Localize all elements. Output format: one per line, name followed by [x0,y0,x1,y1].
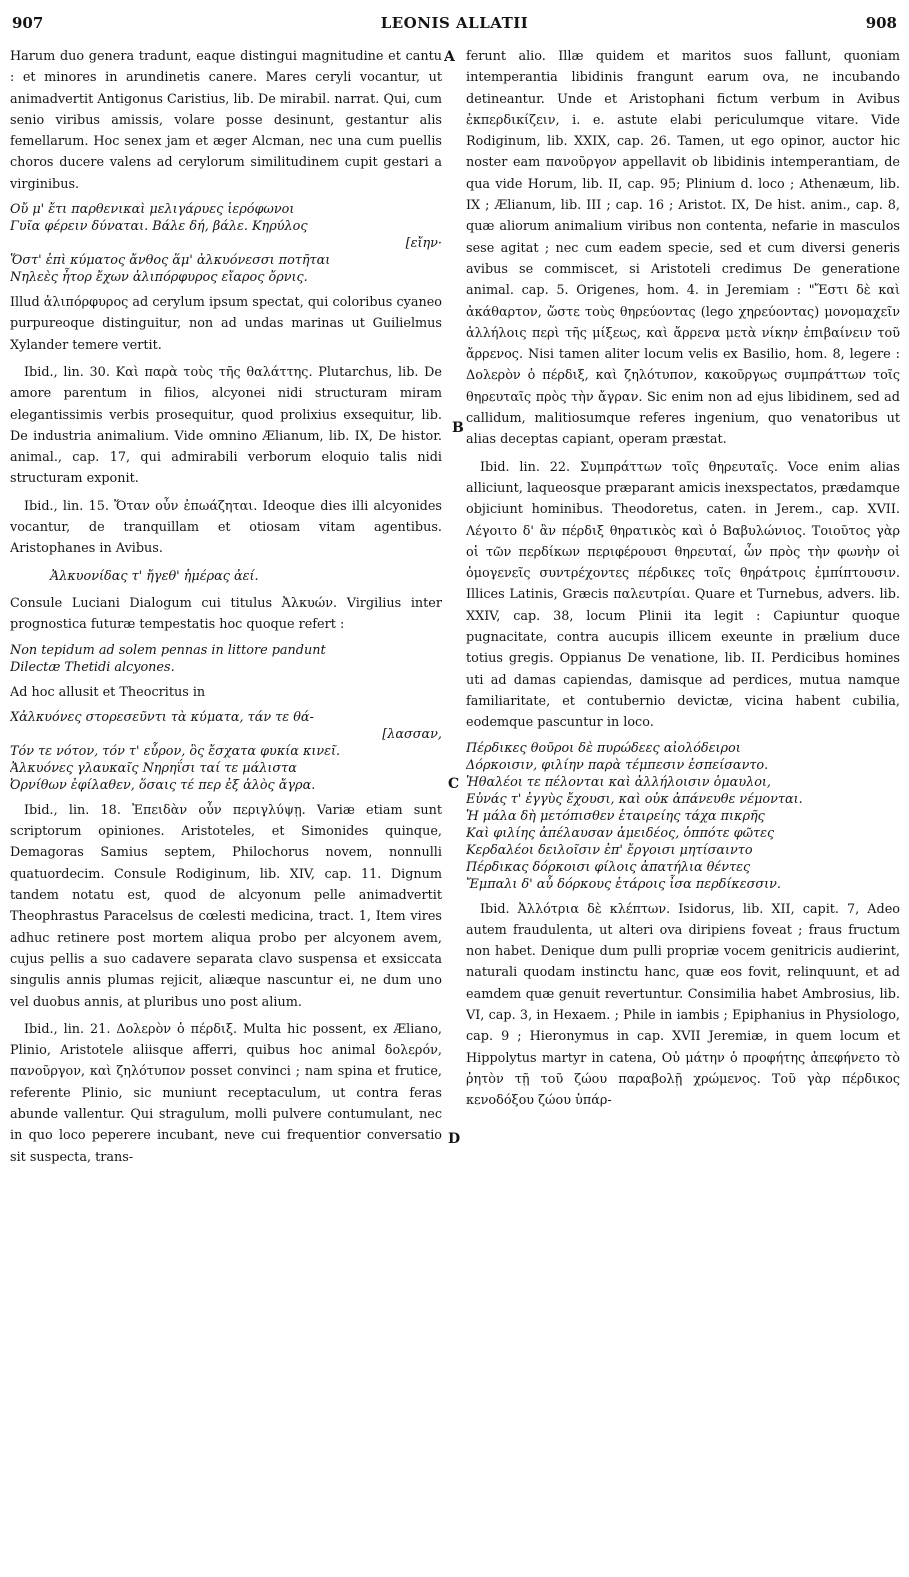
verse-line: Ἠθαλέοι τε πέλονται καὶ ἀλλήλοισιν ὁμαυλοι, [466,774,772,790]
verse-line: Ἔμπαλι δ' αὖ δόρκους ἑτάροις ἶσα περδίκεσσιν. [466,876,781,892]
verse-line: Ὅστ' ἐπὶ κύματος ἄνθος ἅμ' ἀλκυόνεσσι ποτῆται [10,253,331,269]
verse-line: Καὶ φιλίης ἀπέλαυσαν ἀμειδέος, ὁππότε φῶτες [466,825,775,841]
paragraph: Ibid., lin. 21. Δολερὸν ὁ πέρδιξ. Multa hic possent, ex Æliano, Plinio, Aristotele aliisque afferri, quibus hoc animal δολερόν, πανοῦργον, καὶ ζηλότυπον posset convinci ; nam spina et frutice, referente Plinio, sic muniunt receptaculum, ut contra feras abunde vallentur. Qui stragulum, molli pulvere contumulant, nec in quo loco peperere incubant, neve cui frequentior conversatio sit suspecta, trans- [10,1021,442,1165]
paragraph: Consule Luciani Dialogum cui titulus Ἀλκυών. Virgilius inter prognostica futuræ tempestatis hoc quoque refert : [10,595,442,633]
verse-line: Τόν τε νότον, τόν τ' εὖρον, ὃς ἔσχατα φυκία κινεῖ. [10,743,341,759]
paragraph: Harum duo genera tradunt, eaque distingui magnitudine et cantu : et minores in arundinetis canere. Mares ceryli vocantur, ut animadvertit Antigonus Caristius, lib. De mirabil. narrat. Qui, cum senio viribus amissis, volare posse desinunt, gestantur alis femellarum. Hoc senex jam et æger Alcman, nec una cum puellis choros ducere valens ad cerylorum similitudinem cupit gestari a virginibus. [10,49,442,192]
quotation: Ἀλκυονίδας τ' ἤγεθ' ἡμέρας ἀεί. [50,568,259,584]
verse-line: Εὐνάς τ' ἐγγὺς ἔχουσι, καὶ οὐκ ἀπάνευθε νέμονται. [466,791,803,807]
verse-line: Χἀλκυόνες στορεσεῦντι τὰ κύματα, τάν τε θά- [10,709,314,725]
greek-quotation [10,709,442,794]
paragraph: Ibid., lin. 18. Ἐπειδὰν οὖν περιγλύψῃ. Variæ etiam sunt scriptorum opiniones. Aristoteles, et Simonides quinque, Demagoras Samius septem, Philochorus novem, nonnulli quatuordecim. Consule Rodiginum, lib. XIV, cap. 11. Dignum tandem notatu est, quod de alcyonum pelle animadvertit Theophrastus Paracelsus de cœlesti medicina, tract. 1, Item vires adhuc retinere post mortem aliqua probo per alcyonem avem, cujus pellis a suo cadavere separata clavo suspensa et exsiccata singulis annis plumas rejicit, aliæque nascuntur ei, ne dum uno vel duobus annis, at pluribus uno post alium. [10,802,442,1010]
paragraph: Ibid., lin. 15. Ὅταν οὖν ἐπωάζηται. Ideoque dies illi alcyonides vocantur, de tranquillam et otiosam vitam agentibus. Aristophanes in Avibus. [10,498,442,557]
greek-quotation [10,201,442,286]
verse-line: Οὔ μ' ἔτι παρθενικαὶ μελιγάρυες ἱερόφωνοι [10,202,295,218]
verse-line: [εἴην· [405,236,442,252]
paragraph: ferunt alio. Illæ quidem et maritos suos fallunt, quoniam intemperantia libidinis frangunt earum ova, ne incubando detineantur. Unde et Aristophani fictum verbum in Avibus ἐκπερδικίζειν, i. e. astute elabi periculumque vitare. Vide Rodiginum, lib. XXIX, cap. 26. Tamen, ut ego opinor, auctor hic noster eam πανοῦργον appellavit ob libidinis intemperantiam, de qua vide Horum, lib. II, cap. 95; Plinium d. loco ; Athenæum, lib. IX ; Ælianum, lib. III ; cap. 16 ; Aristot. IX, De hist. anim., cap. 8, quæ aliorum animalium viribus non contenta, nefarie in masculos sese agitat ; nec cum eadem specie, sed et cum diversi generis avibus se commiscet, si Aristoteli credimus De generatione animal. cap. 5. Origenes, hom. 4. in Jeremiam : "Ἔστι δὲ καὶ ἀκάθαρτον, ὥστε τοὺς θηρεύοντας (lego χηρεύοντας) μονομαχεῖν ἀλλήλοις περὶ τῆς μίξεως, καὶ ἄρρενα μετὰ νίκην ἐπιβαίνειν τοῦ ἄρρενος. Nisi tamen aliter locum velis ex Basilio, hom. 8, legere : Δολερὸν ὁ πέρδιξ, καὶ ζηλότυπον, κακοῦργως συμπράττων τοῖς θηρευταῖς πρὸς τὴν ἄγραν. Sic enim non ad ejus libidinem, sed ad callidum, malitiosumque referes ingenium, quo venatoribus ut alias deceptas capiant, operam præstat. [466,49,900,448]
page-number-right: 908 [865,14,897,32]
greek-quotation [466,740,900,893]
verse-line: Dilectæ Thetidi alcyones. [10,659,175,675]
paragraph: Ibid. Ἀλλότρια δὲ κλέπτων. Isidorus, lib. XII, capit. 7, Adeo autem fraudulenta, ut alteri ova diripiens foveat ; fraus fructum non habet. Denique dum pulli propriæ vocem genitricis audierint, naturali quodam instinctu hanc, quæ eos fovit, relinquunt, et ad eamdem quæ genuit revertuntur. Consimilia habet Ambrosius, lib. VI, cap. 3, in Hexaem. ; Phile in iambis ; Epiphanius in Physiologo, cap. 9 ; Hieronymus in cap. XVII Jeremiæ, in quem locum et Hippolytus martyr in catena, Οὐ μάτην ὁ προφήτης ἀπεφήνετο τὸ ῥητὸν τῇ τοῦ ζώου παραβολῇ χρώμενος. Τοῦ γὰρ πέρδικος κενοδόξου ζώου ὑπάρ- [466,901,900,1109]
verse-line: Γυῖα φέρειν δύναται. Βάλε δή, βάλε. Κηρύλος [10,219,308,235]
paragraph: Ad hoc allusit et Theocritus in [10,684,206,700]
verse-line: Πέρδικες θοῦροι δὲ πυρώδεες αἰολόδειροι [466,740,741,756]
paragraph: Ibid. lin. 22. Συμπράττων τοῖς θηρευταῖς. Voce enim alias alliciunt, laqueosque præparant amicis inexspectatos, prædamque objiciunt hominibus. Theodoretus, caten. in Jerem., cap. XVII. Λέγοιτο δ' ἂν πέρδιξ θηρατικὸς καὶ ὁ Βαβυλώνιος. Τοιοῦτος γὰρ οἱ τῶν περδίκων περιφέρουσι θηρευταί, ὧν πρὸς τὴν φωνὴν οἱ ὁμογενεῖς συντρέχοντες πέρδικες τοῖς θηράτροις ἐμπίπτουσιν. Illices Latinis, Græcis παλευτρίαι. Quare et Turnebus, advers. lib. XXIV, cap. 38, locum Plinii ita legit : Capiuntur quoque pugnacitate, contra aucupis illicem exeunte in prælium duce totius gregis. Oppianus De venatione, lib. II. Perdicibus homines uti ad damas capiendas, damisque ad perdices, mutua namque familiaritate, et contubernio devictæ, vicina habent cubilia, eodemque pascuntur in loco. [466,459,900,731]
section-marker-b: B [452,420,464,436]
left-column [10,46,442,1566]
page-header [10,14,899,38]
verse-line: Ἀλκυόνες γλαυκαῖς Νηρηΐσι ταί τε μάλιστα [10,760,297,776]
paragraph: Illud ἁλιπόρφυρος ad cerylum ipsum spectat, qui coloribus cyaneo purpureoque distinguitur, non ad undas marinas ut Guilielmus Xylander temere vertit. [10,295,442,353]
verse-line: Ὀρνίθων ἐφίλαθεν, ὅσαις τέ περ ἐξ ἁλὸς ἄγρα. [10,777,316,793]
verse-line: Νηλεὲς ἦτορ ἔχων ἁλιπόρφυρος εἴαρος ὄρνις. [10,270,308,286]
verse-line: Ἡ μάλα δὴ μετόπισθεν ἑταιρείης τάχα πικρῆς [466,808,765,824]
paragraph: Ibid., lin. 30. Καὶ παρὰ τοὺς τῆς θαλάττης. Plutarchus, lib. De amore parentum in filios, alcyonei nidi structuram miram elegantissimis verbis prosequitur, quod prolixius exsequitur, lib. De industria animalium. Vide omnino Ælianum, lib. IX, De histor. animal., cap. 17, qui admirabili verborum eloquio talis nidi structuram exponit. [10,364,442,487]
latin-verse [10,642,442,676]
verse-line: Non tepidum ad solem pennas in littore pandunt [10,642,326,658]
right-column [466,46,900,1566]
verse-line: Πέρδικας δόρκοισι φίλοις ἀπατήλια θέντες [466,859,751,875]
section-marker-a: A [444,49,455,65]
verse-line: Κερδαλέοι δειλοῖσιν ἐπ' ἔργοισι μητίσαιντο [466,842,753,858]
section-marker-c: C [448,776,460,792]
verse-line: [λασσαν, [382,726,442,742]
section-marker-d: D [448,1131,461,1147]
verse-line: Δόρκοισιν, φιλίην παρὰ τέμπεσιν ἐσπείσαντο. [466,757,769,773]
running-title: LEONIS ALLATII [380,14,529,32]
page-number-left: 907 [12,14,44,32]
